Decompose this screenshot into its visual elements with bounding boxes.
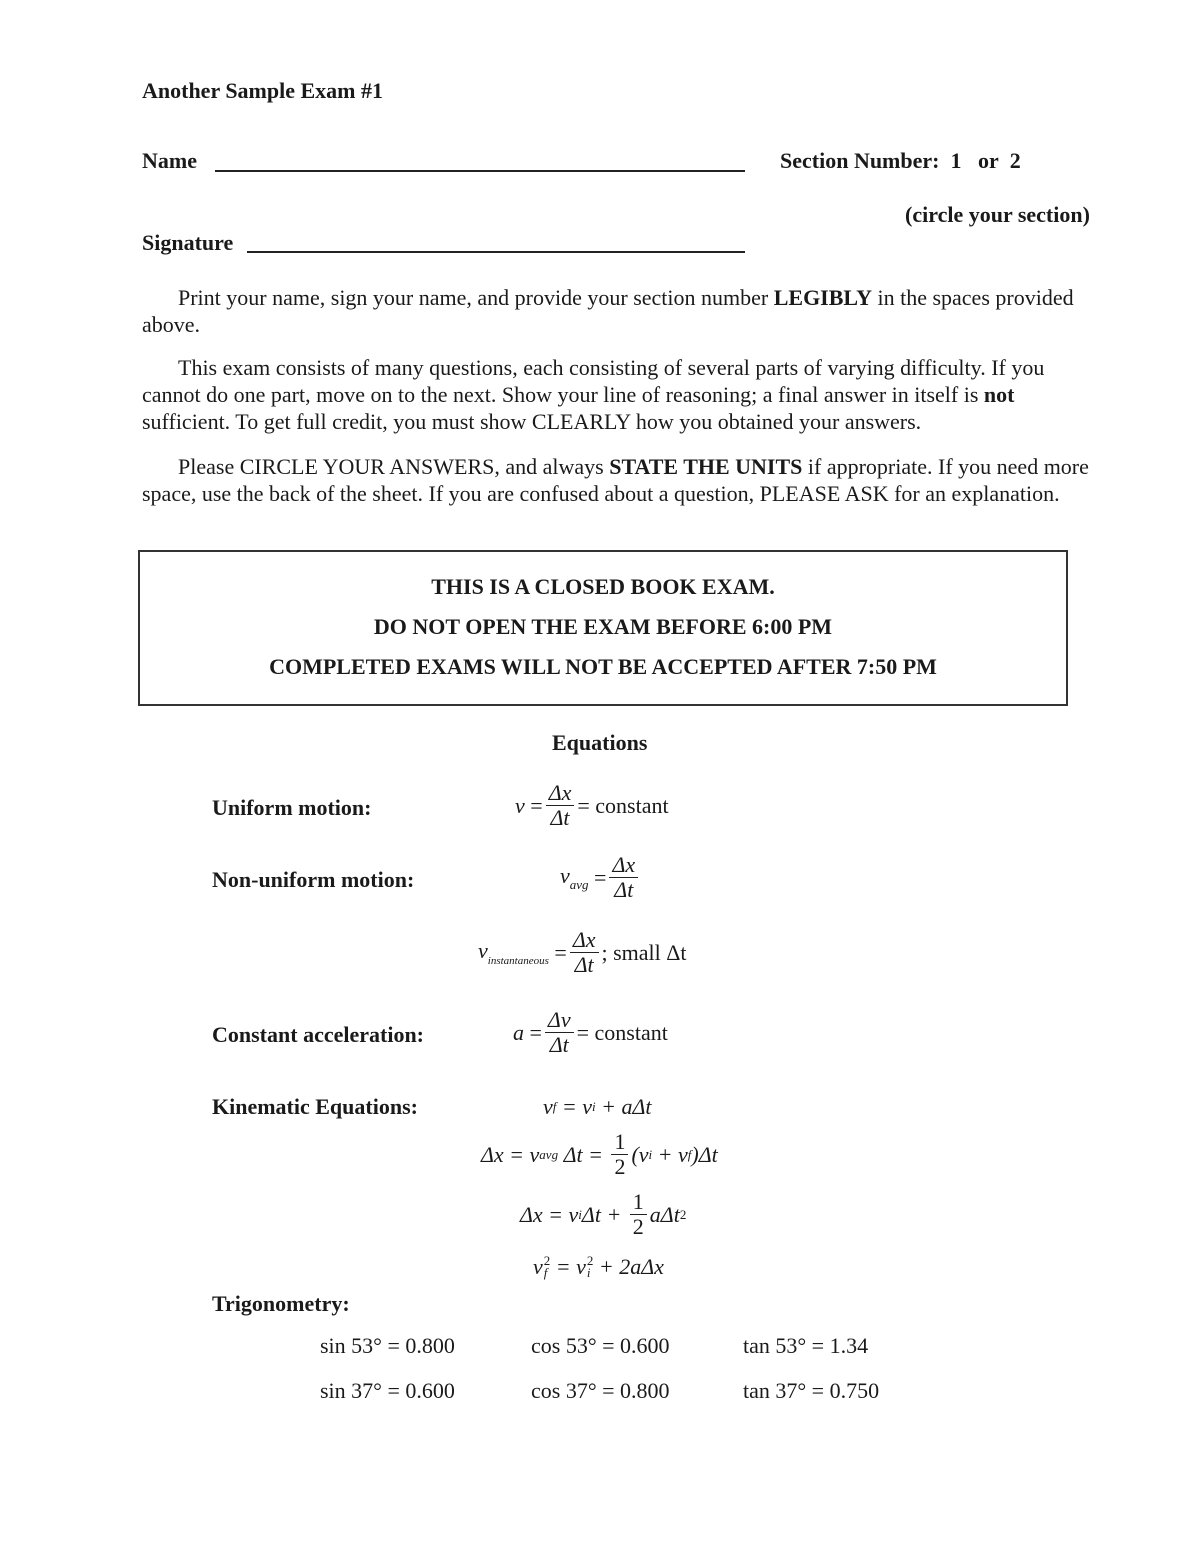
v-sym: v: [560, 862, 570, 888]
k1-tail: + aΔt: [595, 1094, 652, 1119]
frac-num: Δx: [570, 928, 599, 953]
k2-mid: Δt =: [563, 1141, 609, 1167]
k4-sub-i: i: [586, 1265, 591, 1280]
p2-bold: not: [983, 382, 1015, 407]
sin53-value: sin 53° = 0.800: [320, 1333, 455, 1358]
frac-num: Δx: [609, 853, 638, 878]
nonuniform-motion-label: Non-uniform motion:: [212, 867, 415, 892]
fraction-dx-dt: [546, 781, 575, 830]
k2-sub-f: f: [687, 1146, 692, 1162]
frac-den: Δt: [550, 805, 570, 830]
average-velocity-equation: [560, 853, 641, 902]
p3-text-a: Please CIRCLE YOUR ANSWERS, and always: [178, 454, 610, 479]
closed-book-notice-box: [138, 550, 1068, 706]
p3-bold: STATE THE UNITS: [609, 454, 803, 479]
signature-label: Signature: [142, 230, 234, 255]
cos37-value: cos 37° = 0.800: [531, 1378, 670, 1403]
name-label: Name: [142, 148, 197, 173]
trigonometry-label: Trigonometry:: [212, 1291, 350, 1316]
frac-den: 2: [614, 1154, 626, 1179]
k3-tail: aΔt: [649, 1201, 680, 1227]
frac-den: 2: [632, 1214, 644, 1239]
frac-num: 1: [630, 1190, 647, 1215]
eq-sign: =: [594, 864, 607, 890]
v-sym: v: [478, 938, 488, 963]
avg-subscript: avg: [569, 876, 589, 892]
circle-section-hint: (circle your section): [905, 202, 1090, 227]
inst-subscript: instantaneous: [487, 955, 549, 967]
signature-field[interactable]: [247, 251, 745, 253]
k4-sup: 2: [543, 1253, 551, 1268]
frac-num: Δv: [545, 1008, 574, 1033]
k2-tail-b: + v: [652, 1141, 688, 1167]
k2-lhs: Δx = v: [481, 1141, 540, 1167]
kinematic-equation-2: [481, 1130, 718, 1179]
section-option-1[interactable]: 1: [950, 148, 962, 173]
sin37-value: sin 37° = 0.600: [320, 1378, 455, 1403]
k1-sub-f: f: [552, 1099, 557, 1114]
exam-title: Another Sample Exam #1: [142, 78, 383, 103]
instruction-paragraph-2: [142, 354, 1092, 435]
eq-sign: =: [529, 1019, 542, 1045]
v-inst-symbol: [478, 938, 549, 967]
k4-sup: 2: [586, 1253, 594, 1268]
instantaneous-velocity-equation: [478, 928, 687, 977]
instruction-paragraph-1: [142, 284, 1092, 338]
p1-text-b: in the spaces provided above.: [142, 285, 1074, 337]
uniform-motion-label: Uniform motion:: [212, 795, 372, 820]
v-avg-symbol: [560, 863, 589, 893]
tan53-value: tan 53° = 1.34: [743, 1333, 869, 1358]
frac-num: 1: [611, 1130, 628, 1155]
k4-v: v: [533, 1254, 543, 1279]
p1-text-a: Print your name, sign your name, and provide your section number: [178, 285, 774, 310]
kinematic-equation-3: [520, 1190, 686, 1239]
fraction-one-half: [611, 1130, 628, 1179]
k3-sub-i: i: [578, 1206, 582, 1222]
equations-heading: Equations: [552, 730, 648, 755]
k4-tail: + 2aΔx: [593, 1254, 664, 1279]
p3-text-b: if appropriate. If you need more space, use the back of the sheet. If you are confused about a question, PLEASE ASK for an explanation.: [142, 454, 1089, 506]
kinematic-equation-4: [533, 1254, 664, 1280]
k2-tail-a: (v: [631, 1141, 649, 1167]
eq-constant: = constant: [576, 1019, 668, 1045]
section-label-text: Section Number:: [780, 148, 940, 173]
instruction-paragraph-3: [142, 453, 1092, 507]
name-field[interactable]: [215, 170, 745, 172]
eq-sign: =: [554, 939, 567, 965]
k2-sub-i: i: [648, 1146, 653, 1162]
section-or-text: or: [977, 148, 999, 173]
constant-acceleration-equation: [513, 1008, 668, 1057]
k1-sub-i: i: [592, 1099, 596, 1114]
k3-lhs: Δx = v: [520, 1201, 579, 1227]
fraction-dv-dt: [545, 1008, 574, 1057]
cos53-value: cos 53° = 0.600: [531, 1333, 670, 1358]
eq-constant: = constant: [577, 792, 669, 818]
k4-sub-f: f: [543, 1265, 548, 1280]
eq-a: a: [513, 1019, 524, 1045]
notice-line-3: COMPLETED EXAMS WILL NOT BE ACCEPTED AFTER 7:50 PM: [269, 654, 937, 679]
eq-v: v: [515, 792, 525, 818]
eq-sign: =: [530, 792, 543, 818]
k2-avg-sub: avg: [539, 1146, 559, 1162]
p2-text-b: sufficient. To get full credit, you must show CLEARLY how you obtained your answers.: [142, 409, 922, 434]
kinematic-equation-1: [543, 1094, 652, 1120]
kinematic-equations-label: Kinematic Equations:: [212, 1094, 418, 1119]
fraction-dx-dt: [570, 928, 599, 977]
uniform-motion-equation: [515, 781, 669, 830]
p1-bold: LEGIBLY: [773, 285, 872, 310]
section-option-2[interactable]: 2: [1009, 148, 1021, 173]
k1-v: v: [543, 1094, 553, 1119]
small-dt-text: ; small Δt: [601, 939, 687, 965]
k3-squared: 2: [679, 1206, 687, 1222]
k2-tail-c: )Δt: [691, 1141, 718, 1167]
fraction-dx-dt: [609, 853, 638, 902]
frac-den: Δt: [574, 952, 594, 977]
notice-line-2: DO NOT OPEN THE EXAM BEFORE 6:00 PM: [373, 614, 833, 639]
k4-mid: = v: [550, 1254, 586, 1279]
frac-den: Δt: [614, 877, 634, 902]
k3-mid: Δt +: [581, 1201, 627, 1227]
frac-num: Δx: [546, 781, 575, 806]
fraction-one-half: [630, 1190, 647, 1239]
section-number-label: [780, 148, 1021, 174]
notice-line-1: THIS IS A CLOSED BOOK EXAM.: [431, 574, 775, 599]
k1-rest: = v: [556, 1094, 593, 1119]
tan37-value: tan 37° = 0.750: [743, 1378, 880, 1403]
p2-text-a: This exam consists of many questions, each consisting of several parts of varying difficulty. If you cannot do one part, move on to the next. Show your line of reasoning; a final answer in itself is: [142, 355, 1045, 407]
frac-den: Δt: [549, 1032, 569, 1057]
constant-acceleration-label: Constant acceleration:: [212, 1022, 425, 1047]
